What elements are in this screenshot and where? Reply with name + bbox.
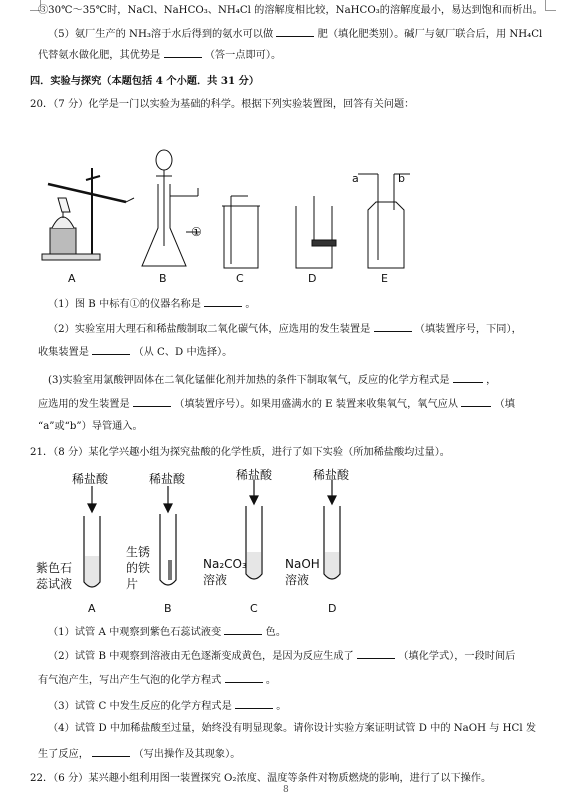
- flask-mark-label: ①: [191, 225, 202, 239]
- apparatus-figure: [0, 136, 581, 306]
- reagent-label-c: 稀盐酸: [236, 468, 273, 482]
- reagent-label-b: 稀盐酸: [149, 472, 186, 486]
- side-label-line: Na₂CO₃: [203, 557, 247, 571]
- text-segment: （2）试管 B 中观察到溶液由无色逐渐变成黄色，是因为反应生成了: [48, 651, 354, 662]
- q20-part1: [48, 296, 256, 312]
- text-segment: (3)实验室用氯酸钾固体在二氧化锰催化剂并加热的条件下制取氧气，反应的化学方程式是: [48, 375, 450, 386]
- text-segment: （填装置序号）。如果用盛满水的 E 装置来收集氧气，氧气应从: [174, 399, 459, 410]
- question-20: 20．（7 分）化学是一门以实验为基础的科学。根据下列实验装置图，回答有关问题：: [30, 99, 415, 110]
- apparatus-label-d: D: [308, 272, 317, 285]
- bottle-e: [368, 202, 404, 268]
- separatory-funnel: [156, 150, 172, 170]
- q20-part3-cont: [38, 396, 515, 412]
- text-line-q5: [48, 26, 542, 42]
- answer-blank[interactable]: [204, 296, 242, 307]
- q21-part1: [48, 624, 286, 640]
- text-segment: （2）实验室用大理石和稀盐酸制取二氧化碳气体，应选用的发生装置是: [48, 324, 371, 335]
- q21-part3: [48, 698, 286, 714]
- text-segment: （1）图 B 中标有①的仪器名称是: [48, 299, 201, 310]
- question-22: 22．（6 分）某兴趣小组利用图一装置探究 O₂浓度、温度等条件对物质燃烧的影响，进行了以下操作。: [30, 773, 492, 784]
- side-label-b: [126, 544, 150, 592]
- apparatus-a-block: [50, 228, 76, 254]
- reagent-label-a: 稀盐酸: [72, 472, 109, 486]
- apparatus-label-b: B: [159, 272, 167, 285]
- q21-part2: [48, 648, 515, 664]
- answer-blank[interactable]: [235, 698, 273, 709]
- text-segment: （3）试管 C 中发生反应的化学方程式是: [48, 701, 232, 712]
- side-label-line: 紫色石: [36, 561, 73, 575]
- tube-letter-b: B: [164, 602, 172, 615]
- text-segment: （答一点即可）。: [204, 50, 282, 61]
- text-segment: 收集装置是: [38, 347, 89, 358]
- answer-blank[interactable]: [357, 648, 395, 659]
- side-label-line: 生锈: [126, 545, 151, 559]
- answer-blank[interactable]: [92, 746, 130, 757]
- side-label-line: 蕊试液: [36, 577, 73, 591]
- side-label-line: 片: [126, 577, 139, 591]
- text-segment: （从 C、D 中选择）。: [133, 347, 233, 358]
- answer-blank[interactable]: [92, 344, 130, 355]
- side-label-line: 溶液: [285, 573, 310, 587]
- text-line-q5-cont: [38, 47, 281, 63]
- text-segment: （写出操作及其现象）。: [133, 749, 241, 760]
- text-segment: （填化学式），一段时间后: [398, 651, 516, 662]
- q20-part3-cont2: “a”或“b”）导管通入。: [38, 421, 143, 432]
- q21-part2-cont: [38, 672, 276, 688]
- text-segment: （填: [494, 399, 515, 410]
- gas-jar-c: [224, 206, 258, 268]
- text-segment: （5）氨厂生产的 NH₃溶于水后得到的氨水可以做: [48, 29, 274, 40]
- side-label-line: 的铁: [126, 561, 151, 575]
- text-segment: 代替氨水做化肥，其优势是: [38, 50, 161, 61]
- text-segment: （1）试管 A 中观察到紫色石蕊试液变: [48, 627, 222, 638]
- side-label-line: NaOH: [285, 557, 320, 571]
- apparatus-label-e: E: [381, 272, 388, 285]
- text-segment: （填装置序号，下同），: [414, 324, 522, 335]
- answer-blank[interactable]: [133, 396, 171, 407]
- text-segment: ，: [486, 375, 497, 386]
- q20-part2: [48, 321, 522, 337]
- tube-a-label: a: [352, 172, 359, 185]
- alcohol-lamp: [52, 217, 74, 228]
- q20-part2-cont: [38, 344, 232, 360]
- text-segment: 。: [265, 675, 277, 686]
- q20-part3: [48, 372, 496, 388]
- answer-blank[interactable]: [276, 26, 314, 37]
- apparatus-label-c: C: [236, 272, 244, 285]
- side-label-c: [203, 556, 247, 588]
- answer-blank[interactable]: [453, 372, 483, 383]
- question-21: 21．（8 分）某化学兴趣小组为探究盐酸的化学性质，进行了如下实验（所加稀盐酸均过量）。: [30, 447, 450, 458]
- q21-part4: （4）试管 D 中加稀盐酸至过量，始终没有明显现象。请你设计实验方案证明试管 D 中的 NaOH 与 HCl 发: [48, 723, 537, 734]
- side-label-d: [285, 556, 320, 588]
- q21-part4-cont: [38, 746, 240, 762]
- text-segment: 应选用的发生装置是: [38, 399, 130, 410]
- apparatus-label-a: A: [68, 272, 76, 285]
- answer-blank[interactable]: [164, 47, 202, 58]
- apparatus-a-base: [42, 254, 100, 260]
- page-number: 8: [283, 785, 289, 795]
- text-line-solubility: ③30℃～35℃时，NaCl、NaHCO₃、NH₄Cl 的溶解度相比较，NaHCO₃的溶解度最小，易达到饱和而析出。: [38, 5, 543, 16]
- tube-b-label: b: [398, 172, 405, 185]
- corner-mark-top-right: [545, 0, 556, 11]
- tube-letter-c: C: [250, 602, 258, 615]
- side-label-a: [36, 560, 72, 592]
- text-segment: 肥（填化肥类别）。碱厂与氨厂联合后，用 NH₄Cl: [317, 29, 543, 40]
- tube-letter-a: A: [88, 602, 96, 615]
- text-segment: 生了反应，: [38, 749, 89, 760]
- tube-letter-d: D: [328, 602, 337, 615]
- test-tubes-figure: [0, 486, 581, 616]
- side-label-line: 溶液: [203, 573, 228, 587]
- answer-blank[interactable]: [224, 624, 262, 635]
- answer-blank[interactable]: [225, 672, 263, 683]
- text-segment: 色。: [265, 627, 287, 638]
- reagent-label-d: 稀盐酸: [313, 468, 350, 482]
- text-segment: 。: [245, 299, 256, 310]
- text-segment: 。: [276, 701, 287, 712]
- answer-blank[interactable]: [461, 396, 491, 407]
- text-segment: 有气泡产生，写出产生气泡的化学方程式: [38, 675, 222, 686]
- section-heading: 四．实验与探究（本题包括 4 个小题．共 31 分）: [30, 75, 260, 87]
- answer-blank[interactable]: [374, 321, 412, 332]
